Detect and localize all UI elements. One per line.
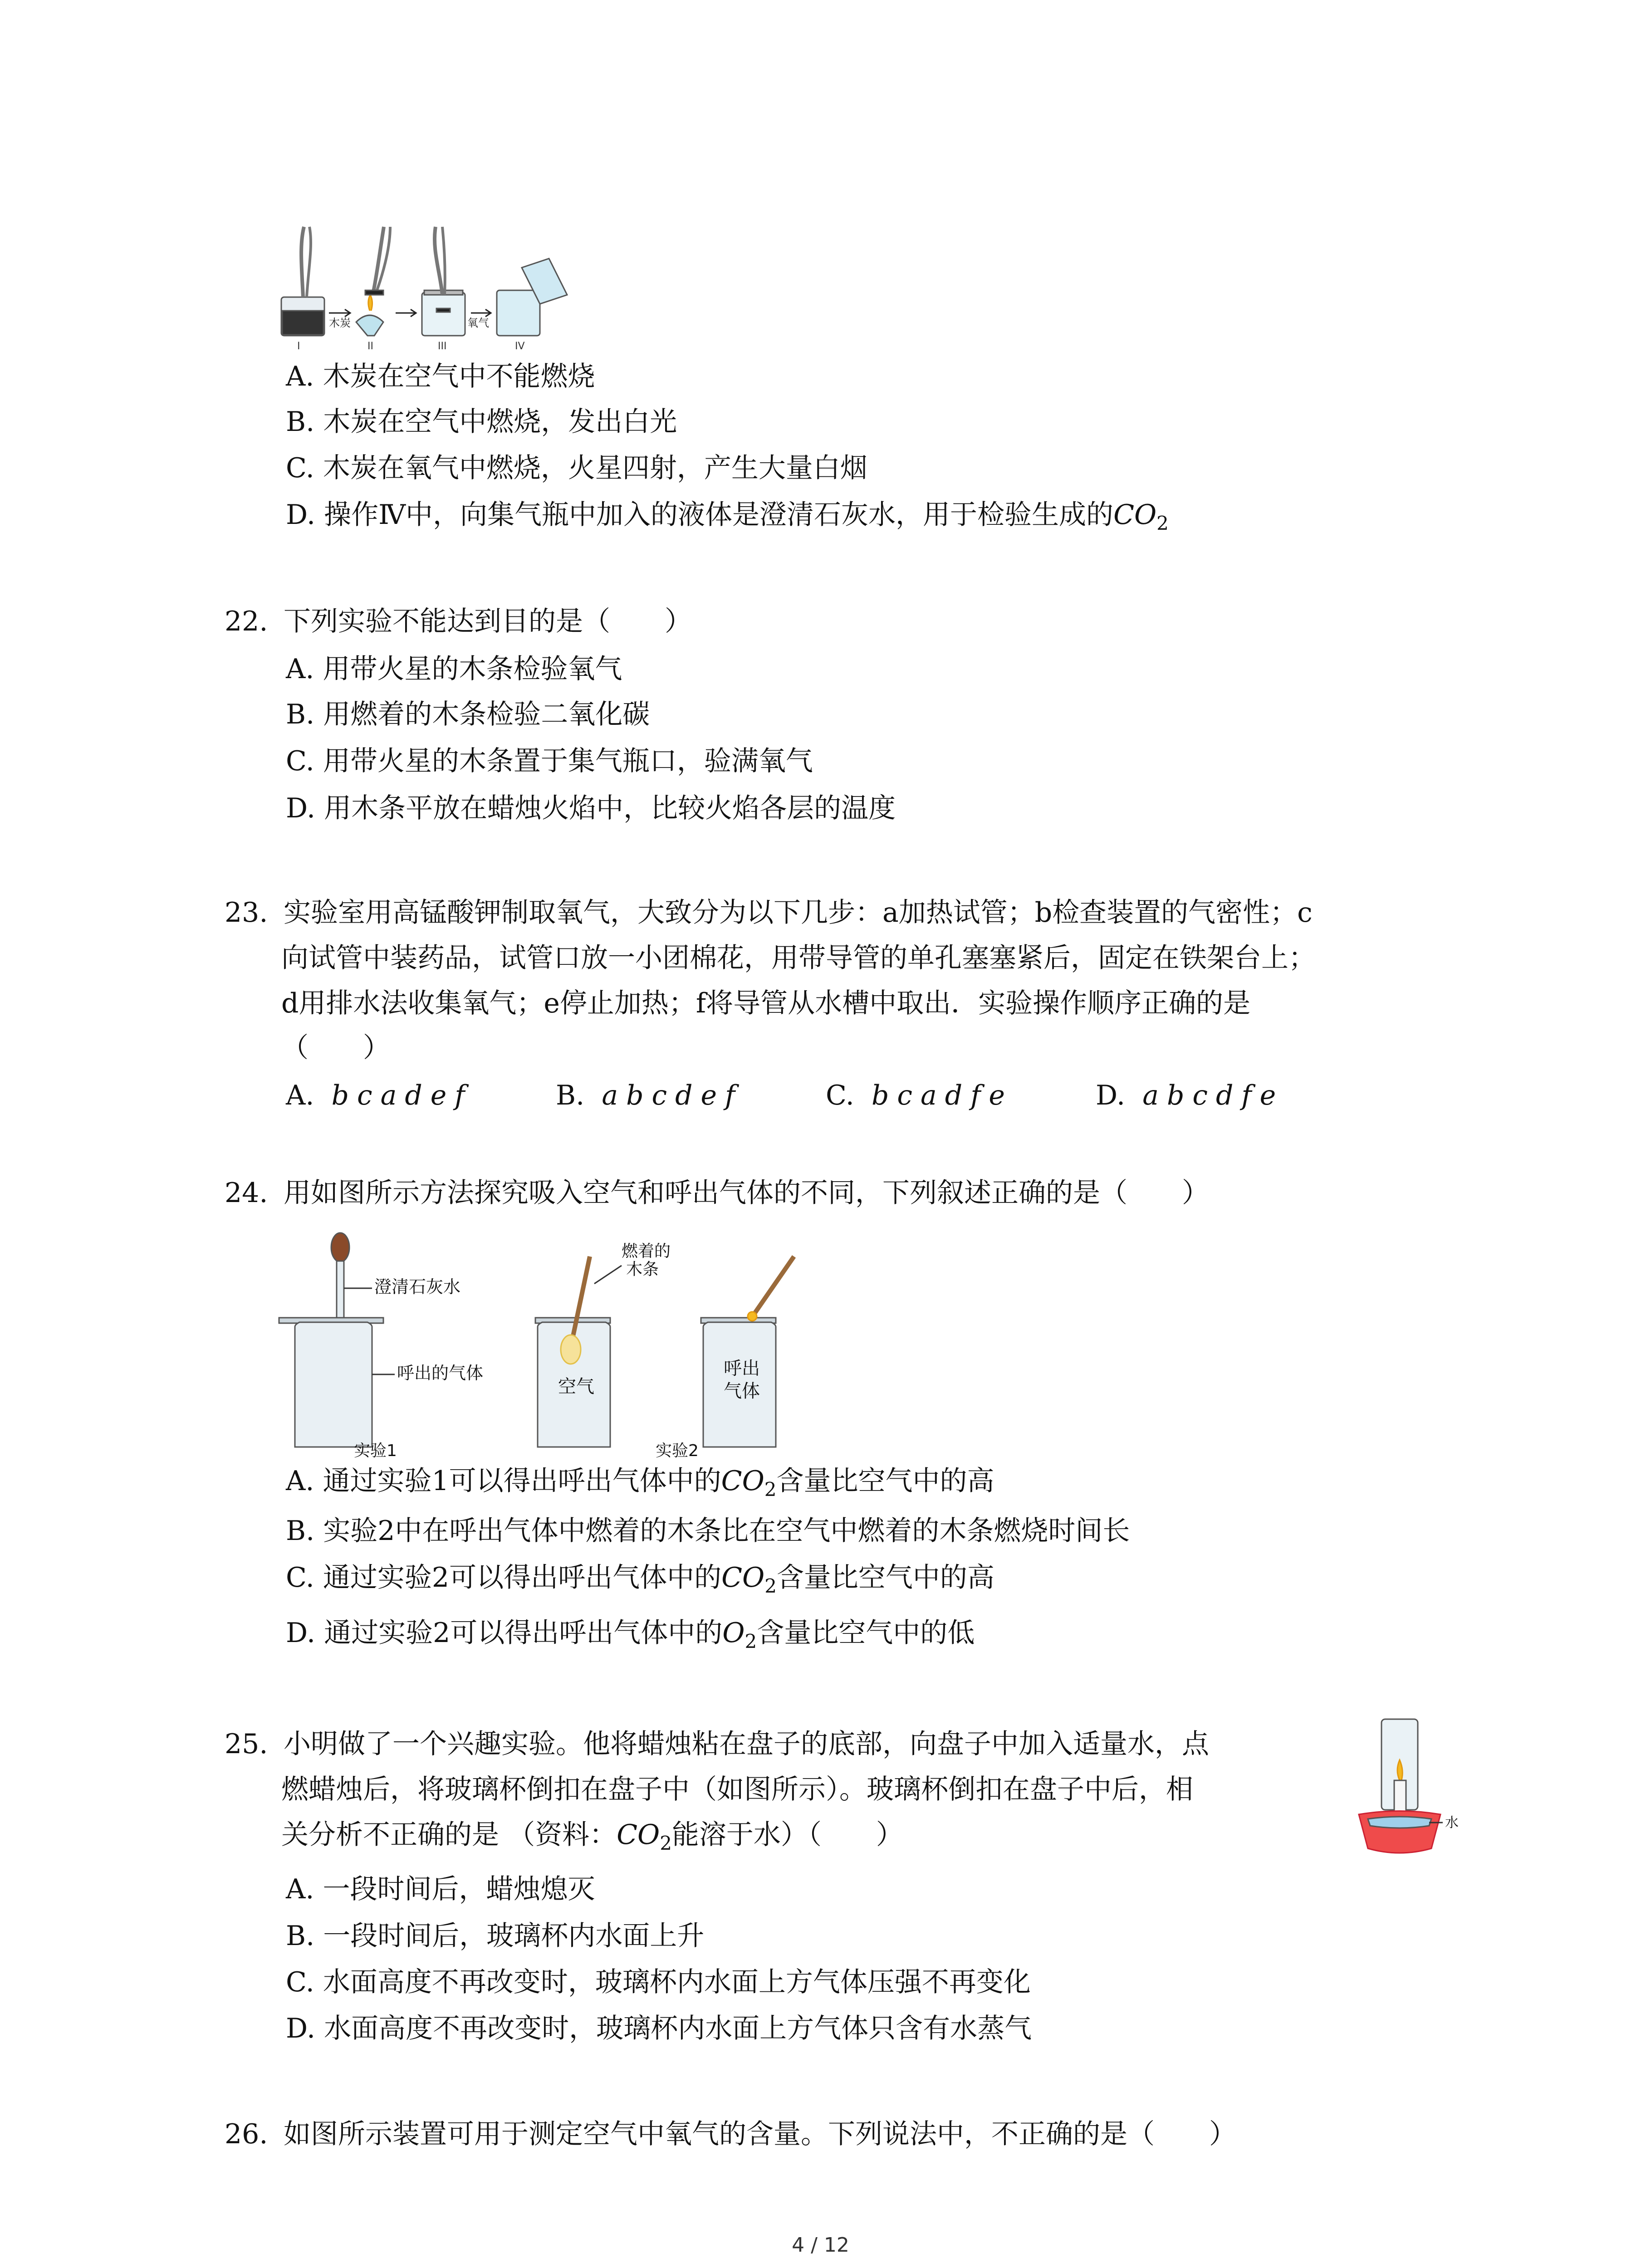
q24-option-c-subscript: 2 [764, 1575, 777, 1597]
q21-option-a: A. 木炭在空气中不能燃烧 [286, 361, 595, 392]
q21-option-d-text: D. 操作Ⅳ中，向集气瓶中加入的液体是澄清石灰水，用于检验生成的 [286, 499, 1114, 531]
q24-option-c-text: C. 通过实验2可以得出呼出气体中的 [286, 1562, 722, 1593]
q23-option-b [556, 1077, 743, 1114]
q24-option-a-formula: CO [721, 1465, 764, 1497]
q24-option-d-text: D. 通过实验2可以得出呼出气体中的 [286, 1617, 723, 1649]
water-label: 水 [1445, 1815, 1459, 1831]
q22-stem: 下列实验不能达到目的是（ ） [284, 606, 692, 637]
step-label-2: II [367, 341, 373, 352]
q25-line-1: 小明做了一个兴趣实验。他将蜡烛粘在盘子的底部，向盘子中加入适量水，点 [284, 1728, 1209, 1760]
q23-line-2: 向试管中装药品，试管口放一小团棉花，用带导管的单孔塞塞紧后，固定在铁架台上； [281, 942, 1316, 974]
q23-option-c-letter: C. [826, 1080, 854, 1111]
charcoal-experiment-figure [277, 218, 622, 354]
burning-stick-label-1: 燃着的 [622, 1242, 671, 1261]
q24-option-a-subscript: 2 [764, 1478, 777, 1501]
q24-option-b: B. 实验2中在呼出气体中燃着的木条比在空气中燃着的木条燃烧时间长 [286, 1515, 1130, 1547]
q24-option-a-rest: 含量比空气中的高 [776, 1465, 994, 1497]
q23-line-3: d用排水法收集氧气；e停止加热；f将导管从水槽中取出．实验操作顺序正确的是 [281, 987, 1251, 1019]
q25-line-3-rest: 能溶于水）（ ） [671, 1819, 903, 1851]
exhaled-label-1: 呼出 [724, 1358, 760, 1379]
q22-option-c: C. 用带火星的木条置于集气瓶口，验满氧气 [286, 745, 813, 777]
q22-option-b: B. 用燃着的木条检验二氧化碳 [286, 699, 650, 730]
q26-number: 26. [225, 2118, 268, 2150]
q25-line-2: 燃蜡烛后，将玻璃杯倒扣在盘子中（如图所示）。玻璃杯倒扣在盘子中后，相 [281, 1774, 1193, 1805]
q23-option-a-value: bcadef [331, 1080, 473, 1111]
q23-option-d-value: abcdfe [1142, 1080, 1284, 1111]
q25-line-3 [281, 1817, 903, 1862]
q23-option-b-letter: B. [556, 1080, 585, 1111]
q25-option-c: C. 水面高度不再改变时，玻璃杯内水面上方气体压强不再变化 [286, 1966, 1031, 1998]
q25-option-a: A. 一段时间后，蜡烛熄灭 [286, 1873, 595, 1905]
oxygen-label: 氧气 [467, 317, 489, 329]
exhaled-gas-label: 呼出的气体 [397, 1363, 484, 1383]
q23-option-b-value: abcdef [602, 1080, 744, 1111]
q24-option-a-text: A. 通过实验1可以得出呼出气体中的 [286, 1465, 721, 1497]
q21-option-c: C. 木炭在氧气中燃烧，火星四射，产生大量白烟 [286, 452, 867, 484]
burning-stick-label-2: 木条 [626, 1260, 659, 1279]
charcoal-label: 木炭 [329, 317, 351, 329]
q23-line-1: 实验室用高锰酸钾制取氧气，大致分为以下几步：a加热试管；b检查装置的气密性；c [284, 897, 1313, 929]
q21-option-d-subscript: 2 [1156, 512, 1169, 534]
q24-option-c-rest: 含量比空气中的高 [776, 1562, 994, 1593]
q23-option-c-value: bcadfe [872, 1080, 1013, 1111]
q23-number: 23. [225, 897, 268, 929]
q21-option-b: B. 木炭在空气中燃烧，发出白光 [286, 406, 677, 438]
q25-line-3-subscript: 2 [660, 1832, 672, 1854]
exhaled-label-2: 气体 [724, 1381, 760, 1402]
step-label-1: I [297, 341, 300, 352]
q24-option-d [286, 1615, 975, 1660]
q24-option-c-formula: CO [721, 1562, 765, 1593]
q23-line-4: （ ） [281, 1032, 390, 1064]
q22-option-d: D. 用木条平放在蜡烛火焰中，比较火焰各层的温度 [286, 792, 896, 824]
candle-cup-figure [1354, 1717, 1459, 1880]
q25-number: 25. [225, 1728, 268, 1760]
step-label-4: IV [515, 341, 525, 352]
air-label: 空气 [558, 1376, 594, 1397]
limewater-label: 澄清石灰水 [374, 1277, 461, 1297]
q24-stem: 用如图所示方法探究吸入空气和呼出气体的不同，下列叙述正确的是（ ） [284, 1177, 1209, 1209]
q24-option-d-rest: 含量比空气中的低 [757, 1617, 975, 1649]
q24-option-d-formula: O [722, 1617, 745, 1649]
q25-option-d: D. 水面高度不再改变时，玻璃杯内水面上方气体只含有水蒸气 [286, 2013, 1032, 2044]
q24-option-c [286, 1559, 994, 1604]
q22-option-a: A. 用带火星的木条检验氧气 [286, 653, 622, 685]
q25-line-3-text: 关分析不正确的是 （资料： [281, 1819, 617, 1851]
q24-option-a [286, 1463, 994, 1508]
experiment-2-label: 实验2 [656, 1442, 699, 1460]
q23-option-c [826, 1077, 1013, 1114]
q24-number: 24. [225, 1177, 268, 1209]
q23-option-a [286, 1077, 473, 1114]
q21-option-d-formula: CO [1113, 499, 1157, 531]
q22-number: 22. [225, 606, 268, 637]
breath-experiment-figure [277, 1229, 821, 1461]
experiment-1-label: 实验1 [354, 1442, 397, 1460]
page-number: 4 / 12 [792, 2234, 849, 2257]
q25-option-b: B. 一段时间后，玻璃杯内水面上升 [286, 1920, 705, 1952]
step-label-3: III [438, 341, 447, 352]
q21-option-d [286, 497, 1169, 542]
q23-option-d [1096, 1077, 1284, 1114]
q24-option-d-subscript: 2 [745, 1630, 757, 1652]
q26-stem: 如图所示装置可用于测定空气中氧气的含量。下列说法中，不正确的是（ ） [284, 2118, 1236, 2150]
q25-line-3-formula: CO [617, 1819, 660, 1851]
q23-option-a-letter: A. [286, 1080, 314, 1111]
q23-option-d-letter: D. [1096, 1080, 1126, 1111]
